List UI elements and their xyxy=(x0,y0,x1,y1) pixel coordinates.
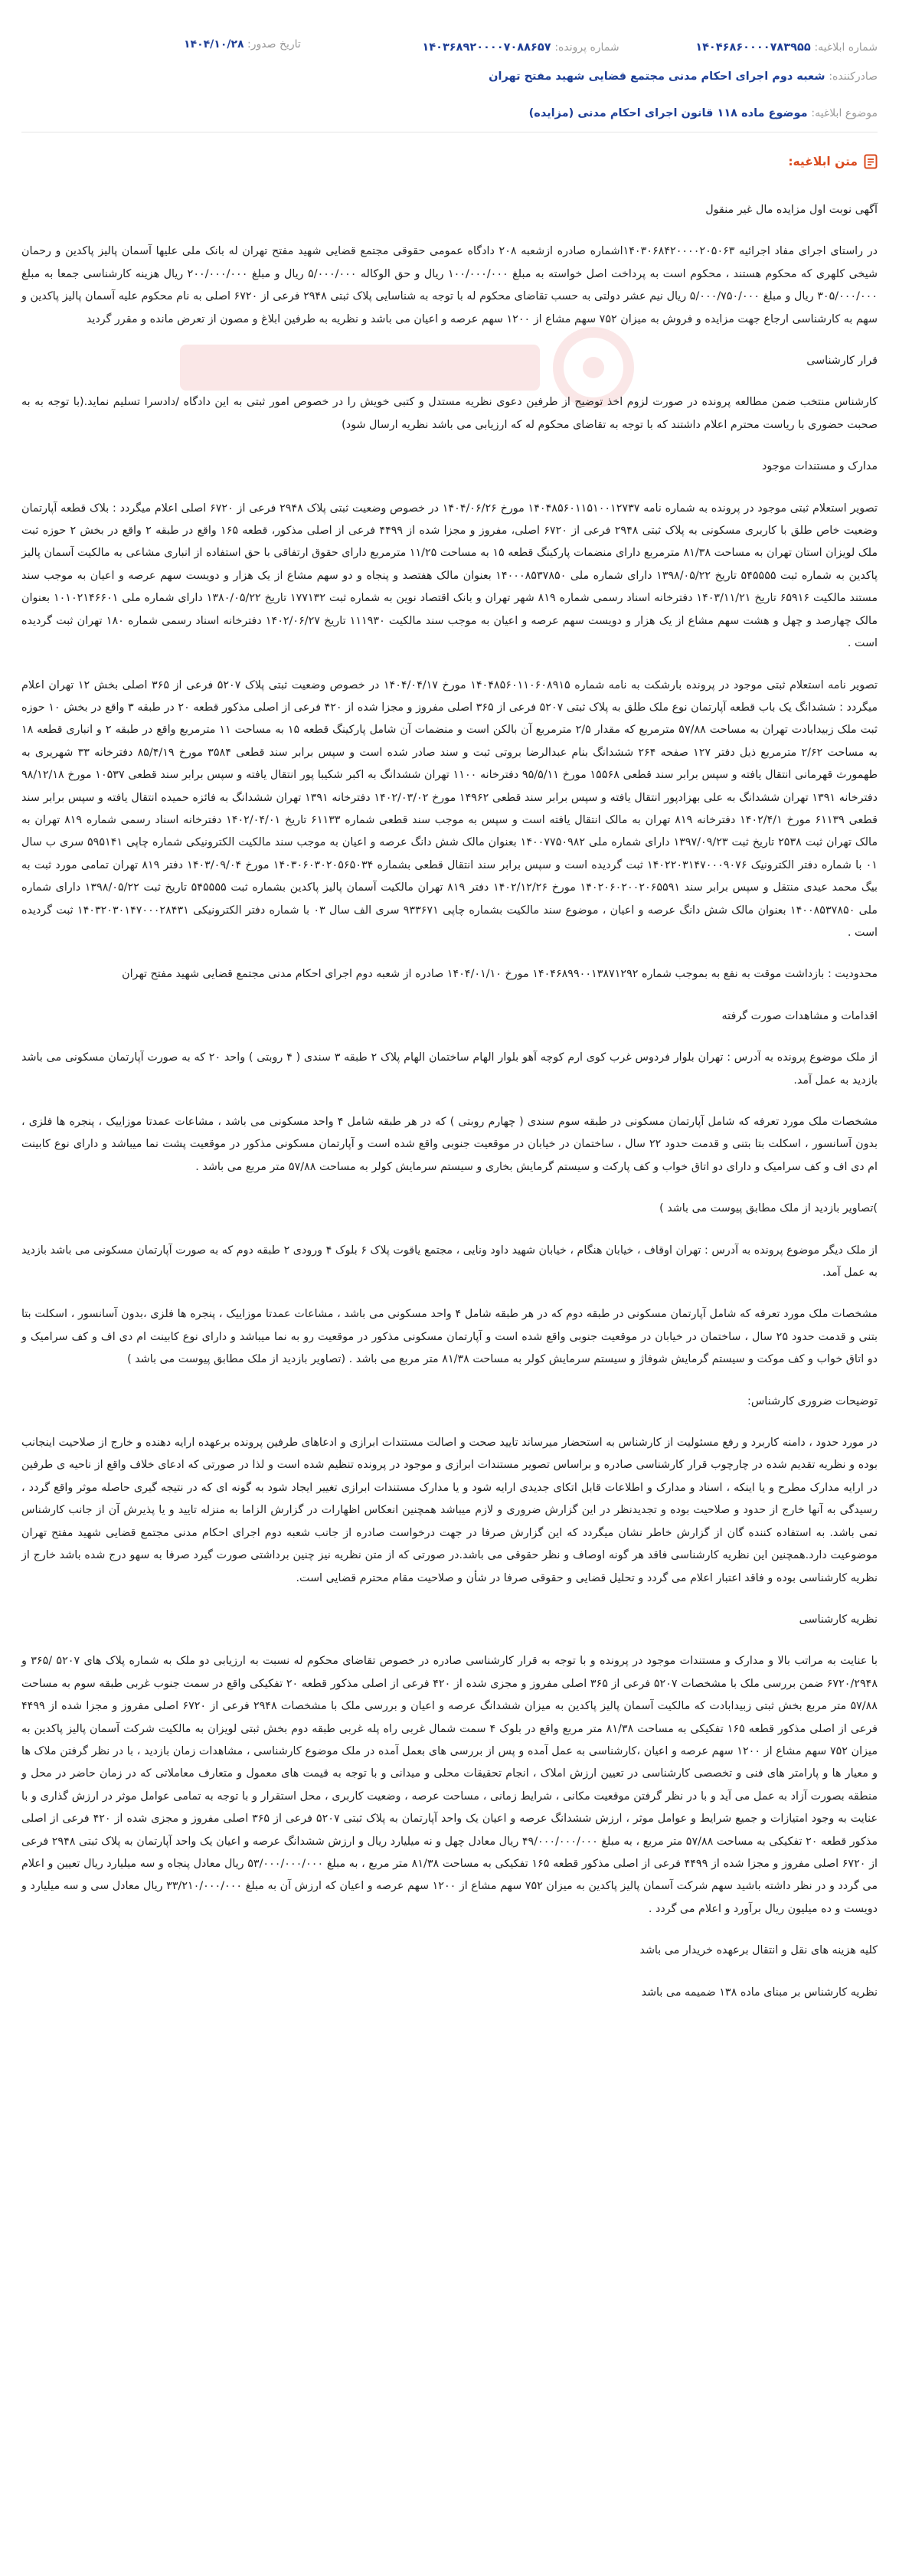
header-subject-row xyxy=(21,104,878,122)
paragraph: نظریه کارشناسی xyxy=(799,1613,878,1626)
paragraph: مدارک و مستندات موجود xyxy=(762,460,878,473)
paragraph: قرار کارشناسی xyxy=(806,355,878,368)
notice-text-heading xyxy=(788,154,878,169)
paragraph: )تصاویر بازدید از ملک مطابق پیوست می باشد ) xyxy=(659,1202,878,1215)
issue-date-value: ۱۴۰۴/۱۰/۲۸ xyxy=(184,38,244,51)
header-numbers-row xyxy=(21,38,878,56)
paragraph: تصویر نامه استعلام ثبتی موجود در پرونده بارشکت به نامه شماره ۱۴۰۴۸۵۶۰۱۱۰۶۰۸۹۱۵ مورخ ۱۴۰۴/۰۴/۱۷ در خصوص وضعیت ثبتی پلاک ۵۲۰۷ فرعی از ۳۶۵ اصلی بخش ۱۲ تهران اعلام میگردد : ششدانگ یک باب قطعه آپارتمان نوع ملک طلق به پلاک ثبتی ۵۲۰۷ فرعی از ۳۶۵ اصلی مفروز و مجزا شده از ۴۲۰ فرعی از اصلی مذکور قطعه ۲۰ در طبقه ۳ واقع در بخش ۱۰ حوزه ثبت ملک زبیدابادت تهران به مساحت ۵۷/۸۸ مترمربع که مقدار ۲/۵ مترمربع آن بالکن است و منضمات آن شامل پارکینگ قطعه ۱۵ به مساحت ۱۱ مترمربع واقع در طبقه ۲ و انباری قطعه ۱۸ به مساحت ۲/۶۲ مترمربع ذیل دفتر ۱۲۷ صفحه ۲۶۴ ششدانگ بنام عبدالرضا بروتی ثبت و سند صادر شده است و سپس برابر سند قطعی ۳۵۸۴ مورخ ۸۵/۴/۱۹ دفترخانه ۳۳ شهریری به طهمورث قهرمانی انتقال یافته و سپس برابر سند قطعی ۱۵۵۶۸ مورخ ۹۵/۵/۱۱ دفترخانه ۱۱۰۰ تهران ششدانگ به اکبر شکیبا پور انتقال یافته و سپس برابر سند قطعی ۱۰۵۳۷ مورخ ۹۸/۱۲/۱۸ دفترخانه ۱۳۹۱ تهران ششدانگ به علی بهزادپور انتقال یافته و سپس برابر سند قطعی ۱۴۹۶۲ مورخ ۱۴۰۲/۰۳/۰۲ دفترخانه ۱۳۹۱ تهران ششدانگ به فائزه حمیده انتقال یافته و سپس برابر سند قطعی ۶۱۱۳۹ مورخ ۱۴۰۲/۴/۱ دفترخانه ۸۱۹ تهران به مالک انتقال یافته است و سپس به موجب سند قطعی شماره ۶۱۱۳۳ تاریخ ۱۴۰۲/۰۴/۰۱ دفترخانه اسناد رسمی شماره ۸۱۹ تهران به مالک تهران ثبت ۲۵۳۸ تاریخ ثبت ۱۳۹۷/۰۹/۲۳ دارای شماره ملی ۱۴۰۰۷۷۵۰۹۸۲ بعنوان مالک شش دانگ عرصه و اعیان به موجب سند مالکیت الکترونیکی شماره چاپی ۵۹۵۱۴۱ سری ب سال ۰۱ با شماره دفتر الکترونیک ۱۴۰۲۲۰۳۱۴۷۰۰۰۹۰۷۶ ثبت گردیده است و سپس برابر سند انتقال قطعی بشماره ۱۴۰۳۰۶۰۳۰۲۰۵۶۵۰۳۴ مورخ ۱۴۰۳/۰۹/۰۴ دفتر ۸۱۹ تهران تمامی مورد ثبت به بیگ محمد عیدی منتقل و سپس برابر سند ۱۴۰۲۰۶۰۲۰۰۲۰۶۵۵۹۱ مورخ ۱۴۰۲/۱۲/۲۶ دفتر ۸۱۹ تهران مالکیت آسمان پالیز پاکدین بشماره ثبت ۵۴۵۵۵۵ تاریخ ثبت ۱۳۹۸/۰۵/۲۲ دارای شماره ملی ۱۴۰۰۸۵۳۷۸۵۰ بعنوان مالک شش دانگ عرصه و اعیان ، موضوع سند مالکیت بشماره چاپی ۹۳۳۶۷۱ سری الف سال ۰۳ با شماره دفتر الکترونیکی ۱۴۰۳۲۰۳۰۱۴۷۰۰۰۲۸۴۳۱ ثبت گردیده است . xyxy=(21,678,878,939)
paragraph: در راستای اجرای مفاد اجرائیه ۱۴۰۳۰۶۸۴۲۰۰۰۰۲۰۵۰۶۳اشماره صادره ازشعبه ۲۰۸ دادگاه عمومی حقوقی مجتمع قضایی شهید مفتح تهران له بانک ملی علیها آسمان پالیز پاکدین و رحمان شیخی کلهری که محکوم هستند ، محکوم است به پرداخت اصل خواسته به مبلغ ۱۰۰/۰۰۰/۰۰۰ ریال و حق الوکاله ۵/۰۰۰/۰۰۰ ریال و مبلغ ۲۰۰/۰۰۰/۰۰۰ ریال هزینه کارشناسی جمعا به مبلغ ۳۰۵/۰۰۰/۰۰۰ ریال و مبلغ ۵/۰۰۰/۷۵۰/۰۰۰ ریال نیم عشر دولتی به حسب تقاضای محکوم له با توجه به شناسایی پلاک ثبتی ۲۹۴۸ فرعی از ۶۷۲۰ اصلی به نام محکوم علیه آسمان پالیز پاکدین و سهم به کارشناسی ارجاع جهت مزایده و فروش به میزان ۷۵۲ سهم مشاع از ۱۲۰۰ سهم عرصه و اعیان می باشد و نظریه به طرفین ابلاغ و مصون از تعرض مانده و مقرر گردید xyxy=(21,245,878,325)
subject-value: موضوع ماده ۱۱۸ قانون اجرای احکام مدنی (مزایده) xyxy=(528,107,808,119)
paragraph: تصویر استعلام ثبتی موجود در پرونده به شماره نامه ۱۴۰۴۸۵۶۰۱۱۵۱۰۰۱۲۷۳۷ مورخ ۱۴۰۴/۰۶/۲۶ در خصوص وضعیت ثبتی پلاک ۲۹۴۸ فرعی از ۶۷۲۰ اصلی اعلام میگردد : بلاک قطعه آپارتمان وضعیت خاص طلق با کاربری مسکونی به پلاک ثبتی ۲۹۴۸ فرعی از ۶۷۲۰ اصلی، مفروز و مجزا شده از ۴۴۹۹ فرعی از اصلی مذکور، قطعه ۱۶۵ واقع در طبقه ۲ واقع در بخش ۲ حوزه ثبت ملک لویزان استان تهران به مساحت ۸۱/۳۸ مترمربع دارای منضمات پارکینگ قطعه ۱۵ به مساحت ۱۱/۲۵ مترمربع دارای حقوق ارتفاقی با حق استفاده از انباری مشاعی به مالکیت آسمان پالیز پاکدین به شماره ثبت ۵۴۵۵۵۵ تاریخ ۱۳۹۸/۰۵/۲۲ دارای شماره ملی ۱۴۰۰۰۸۵۳۷۸۵۰ بعنوان مالک هفتصد و پنجاه و دو سهم مشاع از یک هزار و دویست سهم عرصه و اعیان به موجب سند مستند مالکیت ۶۵۹۱۶ تاریخ ۱۴۰۳/۱۱/۲۱ دفترخانه اسناد رسمی شماره ۸۱۹ شهر تهران و بانک اقتصاد نوین به شماره ثبت ۱۷۷۱۳۲ تاریخ ۱۳۸۰/۰۵/۲۲ دارای شماره ملی ۱۰۱۰۲۱۴۶۶۰۱ بعنوان مالک چهارصد و چهل و هشت سهم مشاع از یک هزار و دویست سهم عرصه و اعیان به موجب سند مالکیت ۱۱۱۹۳۰ تاریخ ۱۴۰۲/۰۶/۲۷ دفترخانه اسناد رسمی شماره ۱۸۰ تهران ثبت گردیده است . xyxy=(21,502,878,650)
paragraph: مشخصات ملک مورد تعرفه که شامل آپارتمان مسکونی در طبقه سوم سندی ( چهارم روبتی ) که در هر طبقه شامل ۴ واحد مسکونی می باشد ، مشاعات عمدتا موزاییک ، پنجره ها فلزی ، بدون آسانسور ، اسکلت بتا بتنی و قدمت حدود ۲۲ سال ، ساختمان در خیابان در موقعیت جنوبی واقع شده است و آپارتمان مسکونی مذکور در موقعیت پشت نما میباشد و دارای نوع کابینت ام دی اف و کف سرامیک و دارای دو اتاق خواب و کف پارکت و سیستم گرمایش بخاری و سیستم سرمایش کولر به مساحت ۵۷/۸۸ متر مربع می باشد . xyxy=(21,1116,878,1173)
case-number-value: ۱۴۰۳۶۸۹۲۰۰۰۰۷۰۸۸۶۵۷ xyxy=(422,41,551,54)
paragraph: از ملک دیگر موضوع پرونده به آدرس : تهران اوقاف ، خیابان هنگام ، خیابان شهید داود ونایی ، مجتمع یاقوت پلاک ۶ بلوک ۴ ورودی ۲ طبقه دوم که به صورت آپارتمان مسکونی می باشد بازدید به عمل آمد. xyxy=(21,1244,878,1280)
ad-number-label: شماره ابلاغیه: xyxy=(814,41,878,54)
notification-header xyxy=(0,0,899,123)
paragraph: از ملک موضوع پرونده به آدرس : تهران بلوار فردوس غرب کوی ارم کوچه آهو بلوار الهام ساختمان الهام پلاک ۲ طبقه ۳ سندی ( ۴ روبتی ) واحد ۲۰ که به صورت آپارتمان مسکونی می باشد بازدید به عمل آمد. xyxy=(21,1051,878,1087)
issuer-label: صادرکننده: xyxy=(829,70,878,83)
paragraph: در مورد حدود ، دامنه کاربرد و رفع مسئولیت از کارشناس به استحضار میرساند تایید صحت و اصالت مستندات ابرازی و ادعاهای طرفین پرونده برعهده ارایه دهنده و خارج از صلاحیت اینجانب بوده و نظریه تقدیم شده در چارچوب قرار کارشناسی صادره و براساس تصویر مستندات ابرازی و موجود در پرونده تنظیم شده است و لذا در صورتی که ادعای خلاف واقع از ناحیه ی طرفین در ارایه مدارک مطرح و یا اینکه ، اسناد و مدارک و اطلاعات قابل اتکای جدیدی ارایه شود و یا مدارک مستندات ابرازی تغییر ایجاد شود به گونه ای که در نتیجه گیری حاصله موثر واقع گردد ، رسیدگی به آنها خارج از حدود و صلاحیت بوده و تجدیدنظر در این گزارش ضروری و لازم میباشد همچنین انعکاس اظهارات در گزارش الزاما به منزله تایید و یا پذیرش آن از جانب کارشناس نمی باشد. به استفاده کننده گان از گزارش خاطر نشان میگردد که این گزارش صرفا در جهت درخواست صادره از جانب شعبه دوم اجرای احکام مدنی مجتمع قضایی شهید مفتح تهران موضوعیت دارد.همچنین این نظریه کارشناسی فاقد هر گونه اوصاف و نظر حقوقی می باشد.در صورتی که از متن نظریه نیز چنین برداشتی صورت گیرد صرفا به سهو درج شده باشد خارج از نظریه کارشناسی بوده و فاقد اعتبار اعلام می گردد و تحلیل قضایی و حقوقی صرفا در شأن و صلاحیت مقام محترم قضایی است. xyxy=(21,1437,878,1584)
issue-date-row xyxy=(184,38,301,51)
issue-date-label: تاریخ صدور: xyxy=(247,38,301,51)
paragraph: آگهی نوبت اول مزایده مال غیر منقول xyxy=(705,204,878,216)
subject-label: موضوع ابلاغیه: xyxy=(811,107,878,119)
case-number-label: شماره پرونده: xyxy=(554,41,619,54)
document-icon xyxy=(864,154,878,169)
paragraph: توضیحات ضروری کارشناس: xyxy=(747,1394,878,1407)
paragraph: کلیه هزینه های نقل و انتقال برعهده خریدار می باشد xyxy=(639,1944,878,1957)
paragraph: کارشناس منتخب ضمن مطالعه پرونده در صورت لزوم اخذ توضیح از طرفین دعوی نظریه مستدل و کتبی خویش را در خصوص امور ثبتی به این دادگاه /دادسرا تسلیم نماید.(با توجه به به صحبت حضوری با ریاست محترم اعلام داشتند که با توجه به تقاضای محکوم له که ارزیابی می باشد نظریه ارسال شود) xyxy=(21,396,878,431)
paragraph: اقدامات و مشاهدات صورت گرفته xyxy=(721,1009,878,1022)
ad-number-value: ۱۴۰۴۶۸۶۰۰۰۰۷۸۳۹۵۵ xyxy=(695,41,811,54)
header-issuer-row xyxy=(21,67,878,85)
issuer-value: شعبه دوم اجرای احکام مدنی مجتمع قضایی شهید مفتح تهران xyxy=(489,70,825,83)
paragraph: مشخصات ملک مورد تعرفه که شامل آپارتمان مسکونی در طبقه دوم که در هر طبقه شامل ۴ واحد مسکونی می باشد ، مشاعات عمدتا موزاییک ، پنجره ها فلزی ،بدون آسانسور ، اسکلت بتا بتنی و قدمت حدود ۲۵ سال ، ساختمان در خیابان در موقعیت جنوبی واقع شده است و آپارتمان مسکونی مذکور در موقعیت رو به نما میباشد و دارای نوع کابینت ام دی اف و کف سرامیک و دو اتاق خواب و کف موکت و سیستم گرمایش شوفاژ و سیستم سرمایش کولر به مساحت ۸۱/۳۸ متر مربع می باشد . (تصاویر بازدید از ملک مطابق پیوست می باشد ) xyxy=(21,1308,878,1366)
paragraph: محدودیت : بازداشت موقت به نفع به بموجب شماره ۱۴۰۴۶۸۹۹۰۰۱۳۸۷۱۲۹۲ مورخ ۱۴۰۴/۰۱/۱۰ صادره از شعبه دوم اجرای احکام مدنی مجتمع قضایی شهید مفتح تهران xyxy=(122,968,878,981)
paragraph: نظریه کارشناس بر مبنای ماده ۱۳۸ ضمیمه می باشد xyxy=(641,1986,878,1999)
paragraph: با عنایت به مراتب بالا و مدارک و مستندات موجود در پرونده و با توجه به قرار کارشناسی صادره در خصوص تقاضای محکوم له نسبت به ارزیابی دو ملک به شماره پلاک های ۵۲۰۷ /۳۶۵ و ۶۷۲۰/۲۹۴۸ ضمن بررسی ملک با مشخصات ۵۲۰۷ فرعی از ۳۶۵ اصلی مفروز و مجزی شده از ۴۲۰ فرعی از اصلی مذکور قطعه ۲۰ تفکیکی واقع در سمت جنوب غربی طبقه سوم به مساحت ۵۷/۸۸ متر مربع بخش ثبتی زبیدابادت که مالکیت آسمان پالیز پاکدین به میزان ششدانگ عرصه و اعیان و بررسی ملک با مشخصات ۲۹۴۸ فرعی از ۶۷۲۰ اصلی مفروز و مجزا شده از ۴۴۹۹ فرعی از اصلی مذکور قطعه ۱۶۵ تفکیکی به مساحت ۸۱/۳۸ متر مربع واقع در بلوک ۴ سمت شمال غربی راه پله غربی طبقه دوم بخش ثبتی لویزان به مالکیت شرکت آسمان پالیز پاکدین به میزان ۷۵۲ سهم مشاع از ۱۲۰۰ سهم عرصه و اعیان ،کارشناسی به عمل آمده و پس از بررسی های بعمل آمده در ملک موضوع کارشناسی ، مشاهدات زمان بازدید ، با در نظر گرفتن ملاک ها و معیار ها و پارامتر های فنی و تخصصی کارشناسی در تعیین ارزش املاک ، انجام تحقیقات محلی و میدانی و با توجه به قیمت های معمول و متعارف معاملاتی که در زمان حاضر در محل و منطقه بصورت آزاد به عمل می آید و با در نظر گرفتن موقعیت مکانی ، شرایط زمانی ، مساحت عرصه ، وضعیت کاربری ، محل استقرار و با توجه به تمامی عوامل موثر در ارزش گذاری و با عنایت به وجود امتیازات و جمیع شرایط و عوامل موثر ، ارزش ششدانگ عرصه و اعیان یک واحد آپارتمان به پلاک ثبتی ۵۲۰۷ فرعی از ۳۶۵ اصلی مفروز و مجزی شده از ۴۲۰ فرعی از اصلی مذکور قطعه ۲۰ تفکیکی به مساحت ۵۷/۸۸ متر مربع ، به مبلغ ۴۹/۰۰۰/۰۰۰/۰۰۰ ریال معادل چهل و نه میلیارد ریال و ارزش ششدانگ عرصه و اعیان یک واحد آپارتمان به پلاک ثبتی ۲۹۴۸ فرعی از ۶۷۲۰ اصلی مفروز و مجزا شده از ۴۴۹۹ فرعی از اصلی مذکور قطعه ۱۶۵ تفکیکی به مساحت ۸۱/۳۸ متر مربع ، به مبلغ ۵۳/۰۰۰/۰۰۰/۰۰۰ ریال معادل پنجاه و سه میلیارد ریال تعیین و اعلام می گردد و در نظر داشته باشید سهم شرکت آسمان پالیز پاکدین به میزان ۷۵۲ سهم مشاع از ۱۲۰۰ سهم عرصه و اعیان که ارزش آن به مبلغ ۳۳/۲۱۰/۰۰۰/۰۰۰ ریال معادل سی و سه میلیارد و دویست و ده میلیون ریال برآورد و اعلام می گردد . xyxy=(21,1655,878,1915)
notice-text-title: متن ابلاغیه: xyxy=(788,155,858,168)
notice-body xyxy=(21,199,878,2023)
